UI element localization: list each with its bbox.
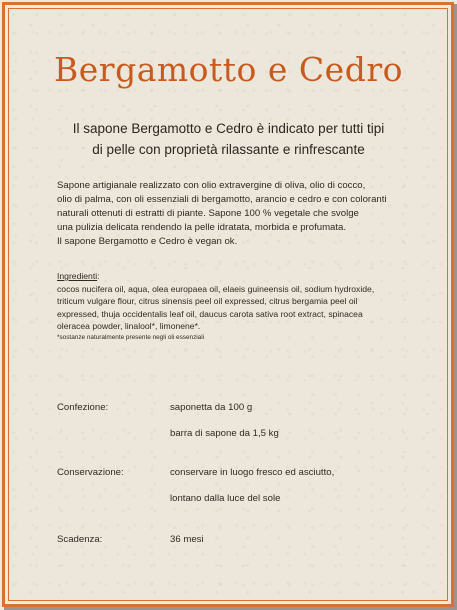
- description-line: Sapone artigianale realizzato con olio extravergine di oliva, olio di cocco,: [57, 180, 366, 191]
- product-subtitle: [40, 118, 417, 160]
- expiry-value: 36 mesi: [170, 534, 204, 545]
- storage-label: Conservazione:: [57, 467, 124, 478]
- expiry-label: Scadenza:: [57, 534, 103, 545]
- ingredients-line: triticum vulgare flour, citrus sinensis peel oil expressed, citrus bergamia peel oil: [57, 296, 358, 307]
- description-line: naturali ottenuti di estratti di piante. Sapone 100 % vegetale che svolge: [57, 208, 359, 219]
- ingredients-line: oleracea powder, linalool*, limonene*.: [57, 321, 201, 332]
- ingredients-section: [57, 270, 417, 343]
- ingredients-note: *sostanze naturalmente presente negli oli essenziali: [57, 333, 205, 341]
- ingredients-heading-row: [57, 270, 417, 283]
- product-title: Bergamotto e Cedro: [54, 50, 403, 89]
- subtitle-line: Il sapone Bergamotto e Cedro è indicato per tutti tipi: [72, 121, 385, 136]
- storage-value: lontano dalla luce del sole: [170, 493, 281, 504]
- packaging-value: barra di sapone da 1,5 kg: [170, 428, 279, 439]
- ingredients-line: cocos nucifera oil, aqua, olea europaea oil, elaeis guineensis oil, sodium hydroxide,: [57, 283, 375, 294]
- ingredients-heading-suffix: :: [97, 271, 100, 281]
- product-description: [57, 179, 412, 249]
- description-line: Il sapone Bergamotto e Cedro è vegan ok.: [57, 236, 238, 247]
- description-line: una pulizia delicata rendendo la pelle idratata, morbida e profumata.: [57, 222, 347, 233]
- packaging-value: saponetta da 100 g: [170, 402, 253, 413]
- ingredients-line: expressed, thuja occidentalis leaf oil, daucus carota sativa root extract, spinacea: [57, 308, 363, 319]
- description-line: olio di palma, con oli essenziali di bergamotto, arancio e cedro e con coloranti: [57, 194, 387, 205]
- storage-value: conservare in luogo fresco ed asciutto,: [170, 467, 335, 478]
- subtitle-line: di pelle con proprietà rilassante e rinfrescante: [92, 142, 365, 157]
- ingredients-heading: Ingredienti: [57, 271, 98, 281]
- packaging-label: Confezione:: [57, 402, 109, 413]
